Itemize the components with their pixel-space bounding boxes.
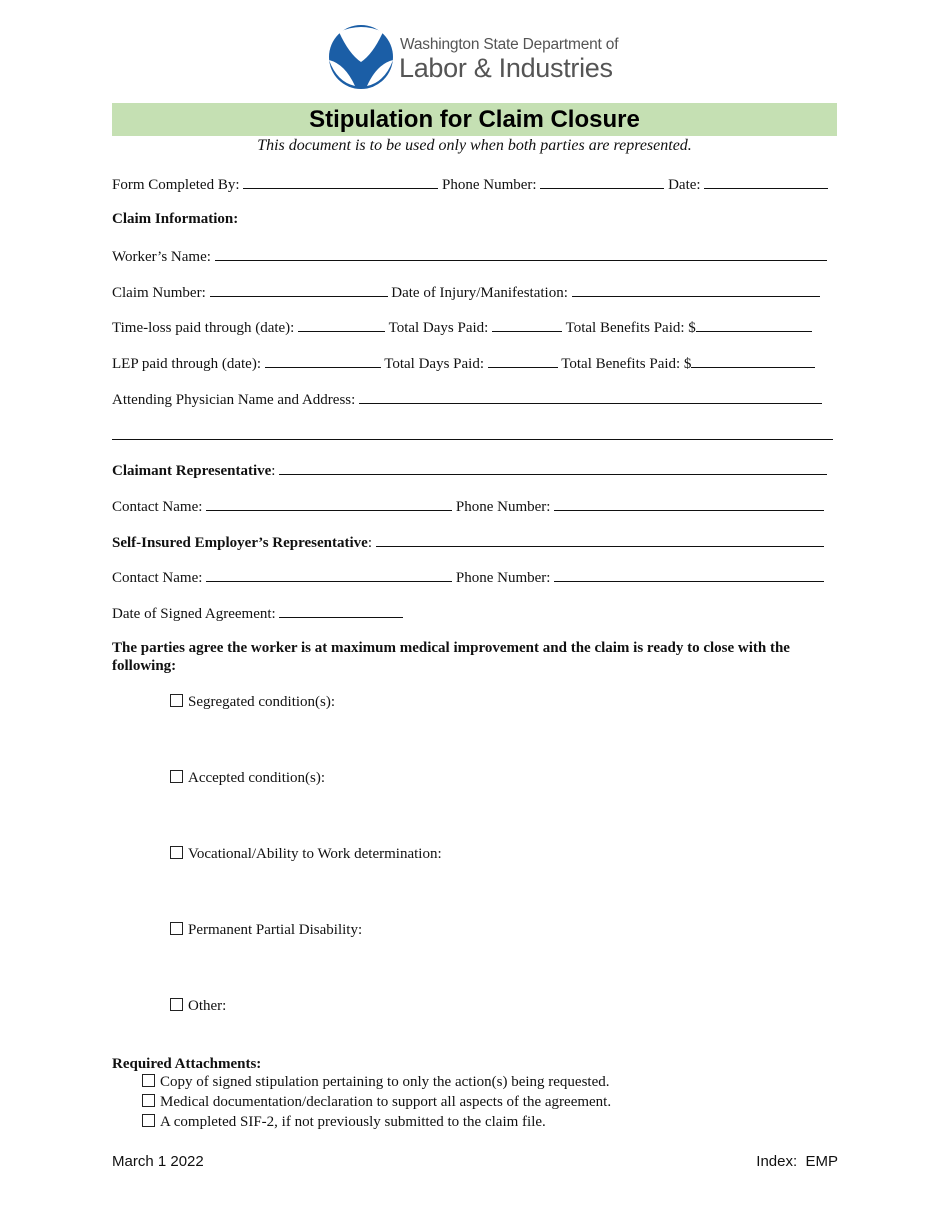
claimant-phone-label: Phone Number: (455, 499, 551, 515)
sie-phone-field[interactable] (554, 567, 824, 582)
timeloss-benefits-field[interactable] (696, 317, 812, 332)
phone-label: Phone Number: (442, 177, 537, 193)
agency-name-line2: Labor & Industries (399, 53, 613, 83)
workers-name-field[interactable] (215, 246, 827, 261)
option-segregated[interactable] (170, 694, 335, 711)
physician-field[interactable] (359, 389, 822, 404)
option-other[interactable] (170, 998, 226, 1015)
option-label: Permanent Partial Disability: (188, 922, 363, 938)
sie-phone-label: Phone Number: (455, 570, 551, 586)
sie-rep-label: Self-Insured Employer’s Representative (112, 535, 368, 551)
footer-index: Index: EMP (756, 1153, 838, 1170)
option-vocational[interactable] (170, 846, 442, 863)
claimant-rep-colon: : (271, 463, 276, 479)
timeloss-benefits-label: Total Benefits Paid: $ (565, 320, 696, 336)
attachment-label: Medical documentation/declaration to support all aspects of the agreement. (160, 1094, 612, 1110)
attachment-label: Copy of signed stipulation pertaining to only the action(s) being requested. (160, 1074, 610, 1090)
claim-number-field[interactable] (210, 282, 388, 297)
signed-agreement-field[interactable] (279, 603, 403, 618)
timeloss-days-label: Total Days Paid: (388, 320, 489, 336)
date-of-injury-field[interactable] (572, 282, 820, 297)
claimant-rep-field[interactable] (279, 460, 827, 475)
claimant-rep-label: Claimant Representative (112, 463, 272, 479)
claim-info-heading: Claim Information: (112, 211, 239, 227)
workers-name-row (112, 246, 827, 266)
lep-label: LEP paid through (date): (112, 356, 261, 372)
completed-by-field[interactable] (243, 174, 438, 189)
claimant-phone-field[interactable] (554, 496, 824, 511)
timeloss-label: Time-loss paid through (date): (112, 320, 295, 336)
checkbox-icon[interactable] (142, 1094, 155, 1107)
sie-rep-colon: : (367, 535, 372, 551)
checkbox-icon[interactable] (170, 846, 183, 859)
attachments-heading: Required Attachments: (112, 1056, 262, 1072)
claimant-contact-field[interactable] (206, 496, 452, 511)
checkbox-icon[interactable] (170, 694, 183, 707)
completed-by-label: Form Completed By: (112, 177, 240, 193)
date-label: Date: (668, 177, 701, 193)
footer-date: March 1 2022 (112, 1153, 204, 1170)
physician-row-2 (112, 425, 833, 445)
attachment-item[interactable] (142, 1074, 610, 1091)
signed-agreement-row (112, 603, 403, 623)
checkbox-icon[interactable] (170, 922, 183, 935)
option-label: Other: (188, 998, 227, 1014)
page-title: Stipulation for Claim Closure (309, 106, 640, 133)
lep-days-label: Total Days Paid: (384, 356, 485, 372)
timeloss-field[interactable] (298, 317, 385, 332)
claimant-contact-row (112, 496, 824, 516)
option-label: Vocational/Ability to Work determination: (188, 846, 442, 862)
claim-number-row (112, 282, 820, 302)
logo-mark-icon (325, 24, 397, 90)
physician-field-line2[interactable] (112, 425, 833, 440)
attachment-item[interactable] (142, 1114, 546, 1131)
lep-days-field[interactable] (488, 353, 558, 368)
lep-benefits-label: Total Benefits Paid: $ (561, 356, 692, 372)
sie-rep-field[interactable] (376, 532, 824, 547)
sie-contact-row (112, 567, 824, 587)
lep-field[interactable] (265, 353, 381, 368)
sie-rep-row (112, 532, 824, 552)
timeloss-row (112, 317, 812, 337)
physician-label: Attending Physician Name and Address: (112, 392, 356, 408)
attachment-label: A completed SIF-2, if not previously submitted to the claim file. (160, 1114, 546, 1130)
date-of-injury-label: Date of Injury/Manifestation: (391, 285, 568, 301)
agency-logo (325, 24, 635, 90)
lep-benefits-field[interactable] (691, 353, 815, 368)
subtitle: This document is to be used only when both parties are represented. (257, 137, 692, 154)
agency-name-line1: Washington State Department of (400, 36, 619, 53)
claimant-contact-label: Contact Name: (112, 499, 203, 515)
checkbox-icon[interactable] (170, 770, 183, 783)
signed-agreement-label: Date of Signed Agreement: (112, 606, 276, 622)
checkbox-icon[interactable] (142, 1114, 155, 1127)
timeloss-days-field[interactable] (492, 317, 562, 332)
phone-field[interactable] (540, 174, 664, 189)
completed-by-row (112, 174, 828, 194)
checkbox-icon[interactable] (170, 998, 183, 1011)
sie-contact-label: Contact Name: (112, 570, 203, 586)
date-field[interactable] (704, 174, 828, 189)
lep-row (112, 353, 815, 373)
agreement-statement: The parties agree the worker is at maximum medical improvement and the claim is ready to close with the following: (112, 640, 790, 674)
sie-contact-field[interactable] (206, 567, 452, 582)
option-accepted[interactable] (170, 770, 325, 787)
claim-number-label: Claim Number: (112, 285, 206, 301)
attachment-item[interactable] (142, 1094, 611, 1111)
claimant-rep-row (112, 460, 827, 480)
workers-name-label: Worker’s Name: (112, 249, 211, 265)
title-bar (112, 103, 837, 136)
option-ppd[interactable] (170, 922, 362, 939)
option-label: Accepted condition(s): (188, 770, 326, 786)
checkbox-icon[interactable] (142, 1074, 155, 1087)
option-label: Segregated condition(s): (188, 694, 336, 710)
physician-row (112, 389, 822, 409)
